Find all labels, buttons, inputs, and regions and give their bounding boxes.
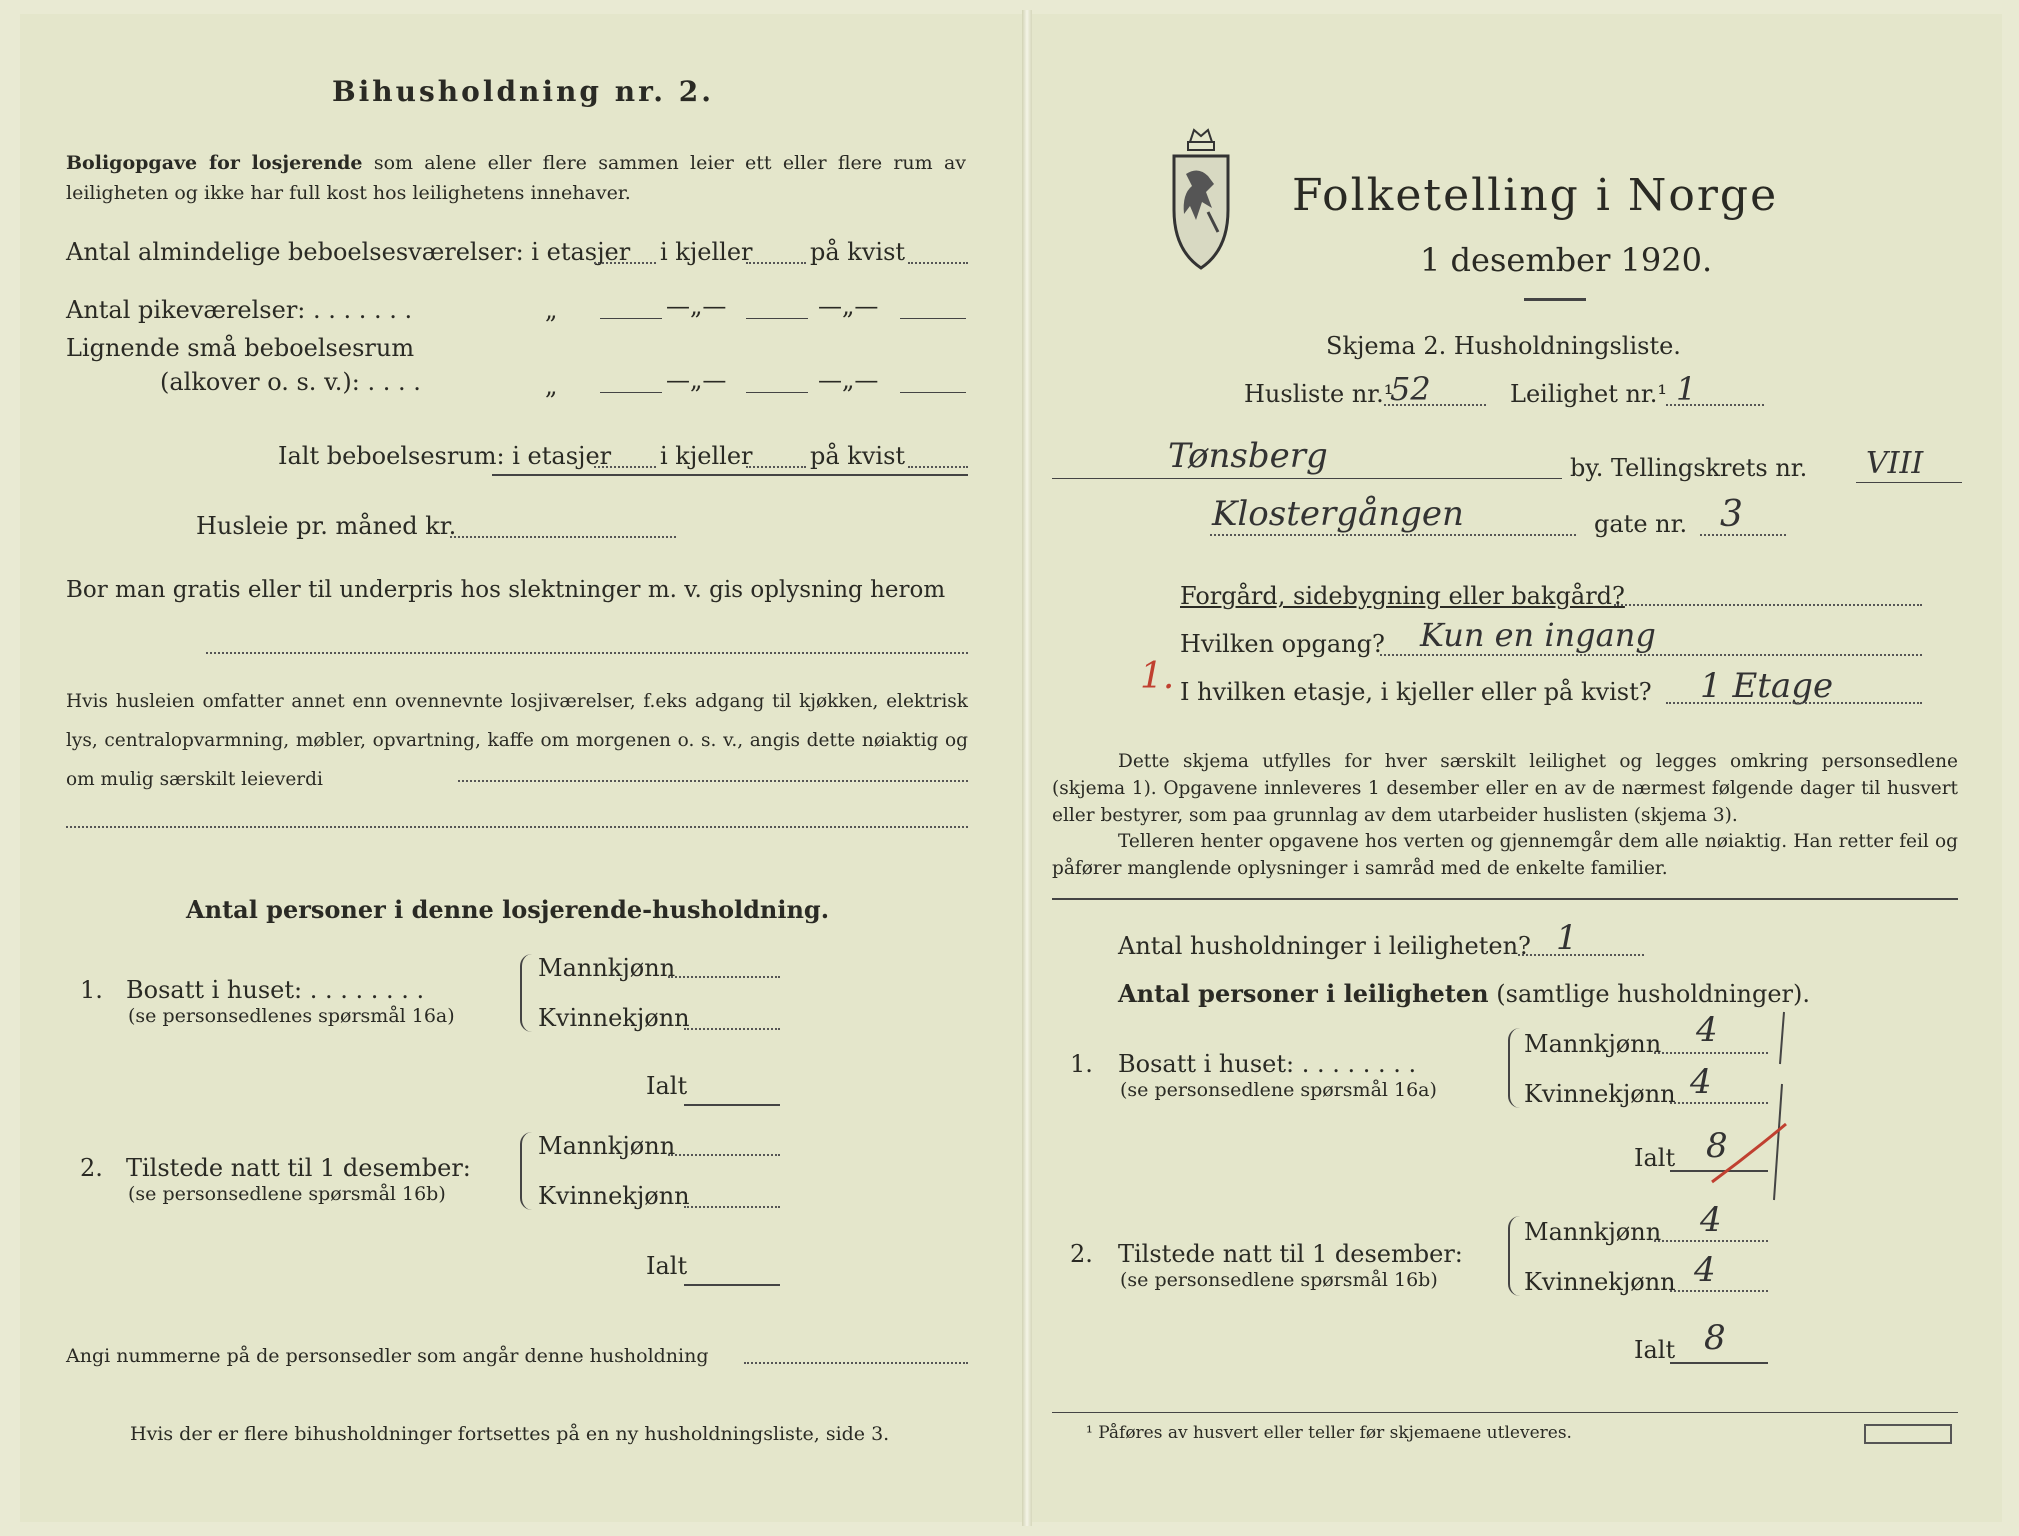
leilighet-value: 1 xyxy=(1676,370,1697,408)
r-q1-note: (se personsedlene spørsmål 16a) xyxy=(1120,1079,1437,1101)
r-q2-total-field[interactable] xyxy=(1670,1362,1768,1364)
rent-field[interactable] xyxy=(450,536,676,538)
page-fold xyxy=(1022,10,1032,1526)
rooms-cellar-field[interactable] xyxy=(746,262,806,264)
q1-male-label: Mannkjønn xyxy=(538,954,676,982)
similar-cellar-field[interactable] xyxy=(746,392,808,393)
similar-floors-field[interactable] xyxy=(600,392,662,393)
ditto-dash: —„— xyxy=(666,292,727,320)
etasje-question: I hvilken etasje, i kjeller eller på kvist? xyxy=(1180,678,1652,706)
margin-mark: 1. xyxy=(1140,656,1175,697)
households-question: Antal husholdninger i leiligheten? xyxy=(1118,932,1531,960)
leilighet-label: Leilighet nr.¹ xyxy=(1510,380,1668,408)
rooms-cellar-label: i kjeller xyxy=(660,238,753,266)
similar-rooms-label: Lignende små beboelsesrum xyxy=(66,334,415,362)
q1-female-field[interactable] xyxy=(684,1028,780,1030)
schema-label: Skjema 2. Husholdningsliste. xyxy=(1326,332,1681,360)
r-q1-male-value: 4 xyxy=(1696,1010,1718,1050)
q2-total-field[interactable] xyxy=(684,1284,780,1286)
r-q1-brace xyxy=(1508,1028,1520,1108)
total-underline xyxy=(492,474,968,476)
numbers-field[interactable] xyxy=(744,1362,968,1364)
ditto-dash: —„— xyxy=(818,292,879,320)
opgang-value: Kun en ingang xyxy=(1420,616,1656,654)
continue-text: Hvis der er flere bihusholdninger fortsettes på en ny husholdningsliste, side 3. xyxy=(130,1423,890,1445)
etasje-value: 1 Etage xyxy=(1700,666,1834,706)
opgang-field[interactable] xyxy=(1380,654,1922,656)
forgard-field[interactable] xyxy=(1614,604,1922,606)
r-q2-female-value: 4 xyxy=(1694,1250,1716,1290)
extra-text: Hvis husleien omfatter annet enn ovennevnte losjiværelser, f.eks adgang til kjøkken, elektrisk lys, centralopvarmning, møbler, opvartning, kaffe om morgenen o. s. v., angis dette nøiaktig og om mulig særskilt leieverdi xyxy=(66,691,968,790)
maid-cellar-field[interactable] xyxy=(746,318,808,319)
rooms-attic-label: på kvist xyxy=(810,238,906,266)
q2-male-label: Mannkjønn xyxy=(538,1132,676,1160)
total-attic-field[interactable] xyxy=(908,466,968,468)
leilighet-field[interactable] xyxy=(1666,404,1764,406)
forgard-question: Forgård, sidebygning eller bakgård? xyxy=(1180,582,1625,610)
gate-value: 3 xyxy=(1720,494,1743,535)
q2-label: Tilstede natt til 1 desember: xyxy=(126,1154,471,1182)
city-value: Tønsberg xyxy=(1168,436,1328,476)
r-q2-male-label: Mannkjønn xyxy=(1524,1218,1662,1246)
similar-attic-field[interactable] xyxy=(900,392,966,393)
r-q2-note: (se personsedlene spørsmål 16b) xyxy=(1120,1269,1438,1291)
r-q2-brace xyxy=(1508,1216,1520,1296)
r-q2-male-value: 4 xyxy=(1700,1200,1722,1240)
etasje-field[interactable] xyxy=(1666,702,1922,704)
intro-bold: Boligopgave for losjerende xyxy=(66,152,363,174)
ditto-dash: —„— xyxy=(818,366,879,394)
husliste-label: Husliste nr.¹ xyxy=(1244,380,1394,408)
footnote-rule xyxy=(1052,1412,1958,1413)
q2-male-field[interactable] xyxy=(668,1154,780,1156)
q1-brace xyxy=(520,954,532,1032)
rooms-attic-field[interactable] xyxy=(908,262,968,264)
title-rule xyxy=(1524,298,1586,301)
ditto-mark: „ xyxy=(545,372,558,400)
maid-rooms-label: Antal pikeværelser: . . . . . . . xyxy=(66,296,413,324)
r-q1-total-label: Ialt xyxy=(1634,1144,1676,1172)
r-q2-male-field[interactable] xyxy=(1654,1240,1768,1242)
census-date: 1 desember 1920. xyxy=(1420,241,1713,279)
street-value: Klostergången xyxy=(1212,494,1464,534)
maid-floors-field[interactable] xyxy=(600,318,662,319)
instructions-2: Telleren henter opgavene hos verten og gjennemgår dem alle nøiaktig. Han retter feil og påfører manglende oplysninger i samråd med de enkelte familier. xyxy=(1052,831,1958,879)
q2-female-label: Kvinnekjønn xyxy=(538,1182,690,1210)
r-q2-total-label: Ialt xyxy=(1634,1336,1676,1364)
extra-field-2[interactable] xyxy=(66,826,968,828)
q2-brace xyxy=(520,1132,532,1210)
q2-number: 2. xyxy=(80,1154,103,1182)
krets-label: by. Tellingskrets nr. xyxy=(1570,454,1808,482)
street-field[interactable] xyxy=(1210,534,1576,536)
r-q2-number: 2. xyxy=(1070,1240,1093,1268)
total-cellar-field[interactable] xyxy=(746,466,806,468)
main-title: Folketelling i Norge xyxy=(1292,170,1779,221)
total-rooms-label: Ialt beboelsesrum: i etasjer xyxy=(278,442,612,470)
gate-field[interactable] xyxy=(1700,534,1786,536)
left-intro xyxy=(66,148,966,208)
ditto-dash: —„— xyxy=(666,366,727,394)
r-q2-female-field[interactable] xyxy=(1670,1290,1768,1292)
city-field[interactable] xyxy=(1052,478,1562,479)
husliste-value: 52 xyxy=(1390,370,1431,408)
ditto-mark: „ xyxy=(545,296,558,324)
similar-rooms-label-2: (alkover o. s. v.): . . . . xyxy=(160,368,421,396)
r-q1-label: Bosatt i huset: . . . . . . . . xyxy=(1118,1050,1417,1078)
intro-rest: som alene eller flere sammen leier ett eller flere rum av leiligheten og ikke har full kost hos leilighetens innehaver. xyxy=(66,152,967,204)
persons-heading-rest: (samtlige husholdninger). xyxy=(1496,980,1811,1008)
gate-label: gate nr. xyxy=(1594,510,1688,538)
r-q2-total-value: 8 xyxy=(1704,1318,1726,1358)
total-attic-label: på kvist xyxy=(810,442,906,470)
husliste-field[interactable] xyxy=(1384,404,1486,406)
q1-number: 1. xyxy=(80,976,103,1004)
coat-of-arms-icon xyxy=(1168,122,1234,272)
q1-male-field[interactable] xyxy=(668,976,780,978)
checkmark-icon xyxy=(1690,1004,1810,1204)
q1-total-label: Ialt xyxy=(646,1072,688,1100)
persons-heading: Antal personer i denne losjerende-husholdning. xyxy=(186,895,830,924)
numbers-text: Angi nummerne på de personsedler som angår denne husholdning xyxy=(66,1345,709,1367)
rooms-floors-field[interactable] xyxy=(594,262,656,264)
extra-field[interactable] xyxy=(458,780,968,782)
q1-note: (se personsedlenes spørsmål 16a) xyxy=(128,1005,455,1027)
q2-total-label: Ialt xyxy=(646,1252,688,1280)
r-q1-male-label: Mannkjønn xyxy=(1524,1030,1662,1058)
left-title: Bihusholdning nr. 2. xyxy=(332,75,714,108)
rent-label: Husleie pr. måned kr. xyxy=(196,512,457,540)
q1-female-label: Kvinnekjønn xyxy=(538,1004,690,1032)
free-field[interactable] xyxy=(206,652,968,654)
krets-value: VIII xyxy=(1866,446,1924,481)
r-q1-female-value: 4 xyxy=(1690,1062,1712,1102)
r-q2-label: Tilstede natt til 1 desember: xyxy=(1118,1240,1463,1268)
households-field[interactable] xyxy=(1518,954,1644,956)
q1-total-field[interactable] xyxy=(684,1104,780,1106)
total-floors-field[interactable] xyxy=(594,466,656,468)
q2-female-field[interactable] xyxy=(684,1206,780,1208)
q1-label: Bosatt i huset: . . . . . . . . xyxy=(126,976,425,1004)
opgang-question: Hvilken opgang? xyxy=(1180,630,1385,658)
section-rule xyxy=(1052,898,1958,900)
footnote: ¹ Påføres av husvert eller teller før skjemaene utleveres. xyxy=(1086,1423,1572,1443)
instructions-1: Dette skjema utfylles for hver særskilt leilighet og legges omkring personsedlene (skjema 1). Opgavene innleveres 1 desember eller en av de nærmest følgende dager til husvert eller bestyrer, som paa grunnlag av dem utarbeider huslisten (skjema 3). xyxy=(1052,751,1958,826)
households-value: 1 xyxy=(1556,918,1578,958)
r-q2-female-label: Kvinnekjønn xyxy=(1524,1268,1676,1296)
persons-heading-bold: Antal personer i leiligheten xyxy=(1118,979,1489,1008)
rooms-ordinary-label: Antal almindelige beboelsesværelser: i etasjer xyxy=(66,238,631,266)
printer-stamp xyxy=(1864,1424,1952,1444)
r-q1-female-label: Kvinnekjønn xyxy=(1524,1080,1676,1108)
r-q1-total-value: 8 xyxy=(1706,1126,1728,1166)
krets-field[interactable] xyxy=(1856,482,1962,483)
r-q1-number: 1. xyxy=(1070,1050,1093,1078)
total-cellar-label: i kjeller xyxy=(660,442,753,470)
q2-note: (se personsedlene spørsmål 16b) xyxy=(128,1183,446,1205)
maid-attic-field[interactable] xyxy=(900,318,966,319)
free-text: Bor man gratis eller til underpris hos slektninger m. v. gis oplysning herom xyxy=(66,577,946,603)
